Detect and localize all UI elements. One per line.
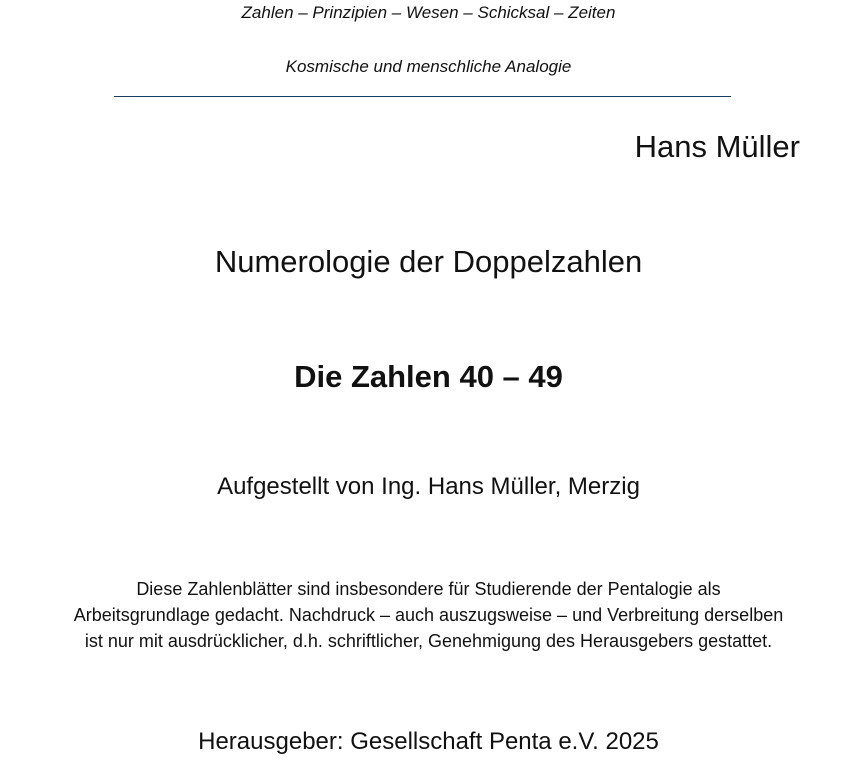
compiled-by-line: Aufgestellt von Ing. Hans Müller, Merzig bbox=[217, 473, 640, 500]
publisher-line: Herausgeber: Gesellschaft Penta e.V. 2025 bbox=[198, 728, 659, 755]
header-subtitle: Zahlen – Prinzipien – Wesen – Schicksal – Zeiten bbox=[241, 3, 616, 22]
notice-line: Arbeitsgrundlage gedacht. Nachdruck – auch auszugsweise – und Verbreitung derselben bbox=[73, 605, 784, 625]
header-tagline: Kosmische und menschliche Analogie bbox=[285, 57, 572, 76]
main-heading: Die Zahlen 40 – 49 bbox=[294, 359, 563, 394]
author-name: Hans Müller bbox=[634, 129, 800, 164]
document-title: Numerologie der Doppelzahlen bbox=[214, 244, 643, 279]
copyright-notice bbox=[0, 576, 857, 654]
header-divider bbox=[114, 96, 731, 97]
notice-line: Diese Zahlenblätter sind insbesondere für Studierende der Pentalogie als bbox=[136, 579, 721, 599]
notice-line: ist nur mit ausdrücklicher, d.h. schriftlicher, Genehmigung des Herausgebers gestattet. bbox=[84, 631, 773, 651]
